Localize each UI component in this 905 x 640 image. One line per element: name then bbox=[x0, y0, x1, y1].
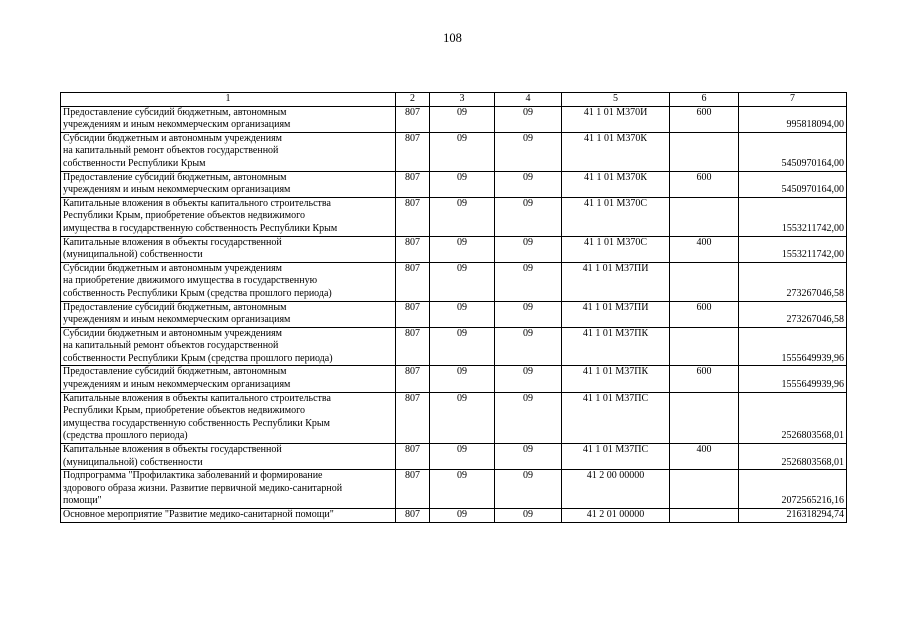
row-code-expense-type bbox=[670, 197, 739, 236]
row-name: Капитальные вложения в объекты капитального строительства Республики Крым, приобретение объектов недвижимого имущества государственную собственность Республики Крым (средства прошлого периода) bbox=[61, 392, 396, 443]
row-code-admin: 807 bbox=[396, 470, 430, 509]
row-code-expense-type: 600 bbox=[670, 366, 739, 392]
table-row bbox=[61, 392, 847, 443]
table-row bbox=[61, 106, 847, 132]
column-header: 7 bbox=[739, 93, 847, 107]
row-amount: 273267046,58 bbox=[739, 262, 847, 301]
row-code-section: 09 bbox=[430, 171, 495, 197]
column-header: 1 bbox=[61, 93, 396, 107]
table-row bbox=[61, 171, 847, 197]
row-code-admin: 807 bbox=[396, 171, 430, 197]
table-row bbox=[61, 327, 847, 366]
row-code-subsection: 09 bbox=[495, 366, 562, 392]
row-name: Субсидии бюджетным и автономным учреждениям на капитальный ремонт объектов государственной собственности Республики Крым (средства прошлого периода) bbox=[61, 327, 396, 366]
row-code-admin: 807 bbox=[396, 132, 430, 171]
row-code-expense-type bbox=[670, 327, 739, 366]
row-name: Подпрограмма "Профилактика заболеваний и формирование здорового образа жизни. Развитие первичной медико-санитарной помощи" bbox=[61, 470, 396, 509]
row-code-admin: 807 bbox=[396, 444, 430, 470]
column-header: 6 bbox=[670, 93, 739, 107]
row-amount: 1553211742,00 bbox=[739, 236, 847, 262]
row-code-admin: 807 bbox=[396, 301, 430, 327]
row-code-expense-type: 600 bbox=[670, 106, 739, 132]
row-amount: 273267046,58 bbox=[739, 301, 847, 327]
row-code-section: 09 bbox=[430, 444, 495, 470]
row-code-subsection: 09 bbox=[495, 262, 562, 301]
row-code-target: 41 1 01 М37ПС bbox=[562, 392, 670, 443]
row-name: Субсидии бюджетным и автономным учреждениям на приобретение движимого имущества в государственную собственность Республики Крым (средства прошлого периода) bbox=[61, 262, 396, 301]
row-code-admin: 807 bbox=[396, 197, 430, 236]
row-code-admin: 807 bbox=[396, 327, 430, 366]
row-code-target: 41 1 01 М370К bbox=[562, 132, 670, 171]
row-code-section: 09 bbox=[430, 366, 495, 392]
row-code-subsection: 09 bbox=[495, 132, 562, 171]
row-code-admin: 807 bbox=[396, 262, 430, 301]
row-name: Основное мероприятие "Развитие медико-санитарной помощи" bbox=[61, 509, 396, 523]
column-header: 5 bbox=[562, 93, 670, 107]
row-code-expense-type: 400 bbox=[670, 236, 739, 262]
row-code-admin: 807 bbox=[396, 366, 430, 392]
row-name: Предоставление субсидий бюджетным, автономным учреждениям и иным некоммерческим организациям bbox=[61, 366, 396, 392]
table-row bbox=[61, 197, 847, 236]
row-code-subsection: 09 bbox=[495, 327, 562, 366]
row-code-subsection: 09 bbox=[495, 301, 562, 327]
budget-table bbox=[60, 92, 847, 523]
row-name: Субсидии бюджетным и автономным учреждениям на капитальный ремонт объектов государственной собственности Республики Крым bbox=[61, 132, 396, 171]
row-code-admin: 807 bbox=[396, 106, 430, 132]
row-code-target: 41 1 01 М370К bbox=[562, 171, 670, 197]
table-row bbox=[61, 132, 847, 171]
row-code-subsection: 09 bbox=[495, 106, 562, 132]
row-amount: 995818094,00 bbox=[739, 106, 847, 132]
row-code-section: 09 bbox=[430, 197, 495, 236]
row-code-section: 09 bbox=[430, 327, 495, 366]
row-code-expense-type bbox=[670, 470, 739, 509]
row-amount: 1555649939,96 bbox=[739, 327, 847, 366]
row-code-section: 09 bbox=[430, 132, 495, 171]
row-amount: 2072565216,16 bbox=[739, 470, 847, 509]
row-code-target: 41 1 01 М37ПИ bbox=[562, 301, 670, 327]
row-amount: 5450970164,00 bbox=[739, 171, 847, 197]
table-row bbox=[61, 444, 847, 470]
row-code-subsection: 09 bbox=[495, 509, 562, 523]
row-name: Предоставление субсидий бюджетным, автономным учреждениям и иным некоммерческим организациям bbox=[61, 106, 396, 132]
row-code-subsection: 09 bbox=[495, 444, 562, 470]
row-code-admin: 807 bbox=[396, 392, 430, 443]
row-amount: 1553211742,00 bbox=[739, 197, 847, 236]
row-code-section: 09 bbox=[430, 509, 495, 523]
row-code-section: 09 bbox=[430, 236, 495, 262]
header-row bbox=[61, 93, 847, 107]
row-code-target: 41 1 01 М37ПК bbox=[562, 327, 670, 366]
page-number: 108 bbox=[443, 31, 462, 45]
row-code-expense-type bbox=[670, 262, 739, 301]
row-amount: 216318294,74 bbox=[739, 509, 847, 523]
row-code-section: 09 bbox=[430, 106, 495, 132]
row-code-expense-type bbox=[670, 132, 739, 171]
row-code-expense-type: 400 bbox=[670, 444, 739, 470]
column-header: 3 bbox=[430, 93, 495, 107]
row-code-section: 09 bbox=[430, 392, 495, 443]
row-code-expense-type bbox=[670, 392, 739, 443]
row-name: Предоставление субсидий бюджетным, автономным учреждениям и иным некоммерческим организациям bbox=[61, 301, 396, 327]
row-code-admin: 807 bbox=[396, 236, 430, 262]
row-code-target: 41 1 01 М370И bbox=[562, 106, 670, 132]
row-code-target: 41 1 01 М370С bbox=[562, 197, 670, 236]
row-code-subsection: 09 bbox=[495, 470, 562, 509]
row-code-section: 09 bbox=[430, 470, 495, 509]
row-code-target: 41 1 01 М37ПС bbox=[562, 444, 670, 470]
table-row bbox=[61, 366, 847, 392]
row-code-section: 09 bbox=[430, 301, 495, 327]
row-amount: 2526803568,01 bbox=[739, 392, 847, 443]
row-code-subsection: 09 bbox=[495, 236, 562, 262]
row-name: Капитальные вложения в объекты государственной (муниципальной) собственности bbox=[61, 444, 396, 470]
row-code-target: 41 2 00 00000 bbox=[562, 470, 670, 509]
table-row bbox=[61, 470, 847, 509]
row-code-section: 09 bbox=[430, 262, 495, 301]
row-code-expense-type bbox=[670, 509, 739, 523]
row-code-target: 41 1 01 М370С bbox=[562, 236, 670, 262]
row-code-subsection: 09 bbox=[495, 197, 562, 236]
row-code-target: 41 1 01 М37ПК bbox=[562, 366, 670, 392]
table-row bbox=[61, 262, 847, 301]
table-row bbox=[61, 301, 847, 327]
column-header: 4 bbox=[495, 93, 562, 107]
column-header: 2 bbox=[396, 93, 430, 107]
row-name: Предоставление субсидий бюджетным, автономным учреждениям и иным некоммерческим организациям bbox=[61, 171, 396, 197]
row-amount: 5450970164,00 bbox=[739, 132, 847, 171]
row-code-subsection: 09 bbox=[495, 171, 562, 197]
row-code-target: 41 2 01 00000 bbox=[562, 509, 670, 523]
table-row bbox=[61, 509, 847, 523]
row-code-expense-type: 600 bbox=[670, 301, 739, 327]
table-body bbox=[61, 106, 847, 522]
row-code-target: 41 1 01 М37ПИ bbox=[562, 262, 670, 301]
row-name: Капитальные вложения в объекты государственной (муниципальной) собственности bbox=[61, 236, 396, 262]
row-code-admin: 807 bbox=[396, 509, 430, 523]
row-amount: 1555649939,96 bbox=[739, 366, 847, 392]
row-code-subsection: 09 bbox=[495, 392, 562, 443]
row-code-expense-type: 600 bbox=[670, 171, 739, 197]
table-row bbox=[61, 236, 847, 262]
row-name: Капитальные вложения в объекты капитального строительства Республики Крым, приобретение объектов недвижимого имущества в государственную собственность Республики Крым bbox=[61, 197, 396, 236]
row-amount: 2526803568,01 bbox=[739, 444, 847, 470]
